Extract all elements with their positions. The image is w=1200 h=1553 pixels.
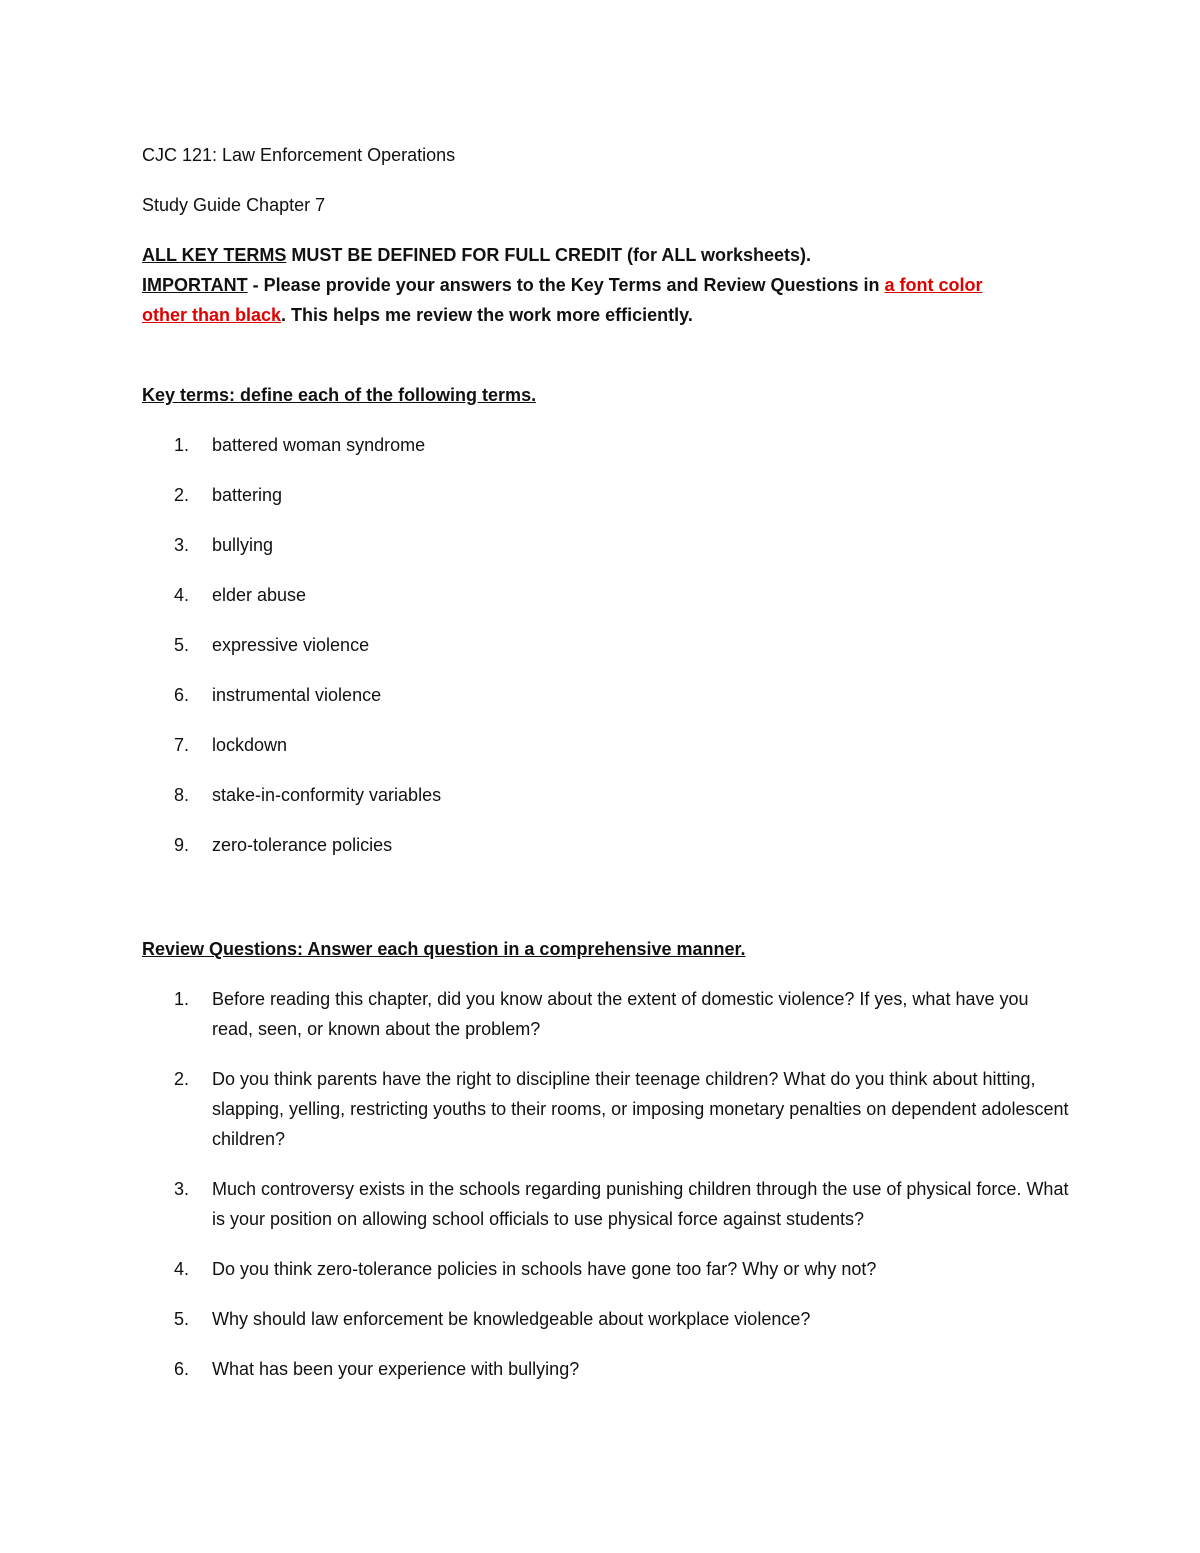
important-instruction (142, 270, 1072, 330)
list-number: 2. (174, 1069, 190, 1089)
list-number: 5. (174, 1309, 190, 1329)
red-emphasis-1: a font color (884, 275, 983, 295)
key-term-item (142, 630, 1072, 660)
review-question-item (142, 1064, 1072, 1154)
list-number: 1. (174, 435, 190, 455)
document-content (142, 140, 1072, 1404)
list-number: 9. (174, 835, 190, 855)
important-label: IMPORTANT (142, 275, 248, 295)
list-number: 2. (174, 485, 190, 505)
key-term-item (142, 830, 1072, 860)
list-number: 4. (174, 1259, 190, 1279)
key-term-item (142, 780, 1072, 810)
important-closing: . This helps me review the work more efficiently. (281, 305, 693, 325)
list-number: 7. (174, 735, 190, 755)
key-term-item (142, 680, 1072, 710)
key-term-text: battering (212, 485, 283, 505)
review-question-text: Much controversy exists in the schools regarding punishing children through the use of physical force. What is your position on allowing school officials to use physical force against students? (212, 1179, 1069, 1229)
key-term-text: expressive violence (212, 635, 370, 655)
key-term-text: battered woman syndrome (212, 435, 426, 455)
review-questions-list (142, 984, 1072, 1384)
review-questions-heading: Review Questions: Answer each question in a comprehensive manner. (142, 939, 746, 959)
spacer (142, 880, 1072, 934)
list-number: 5. (174, 635, 190, 655)
key-terms-list (142, 430, 1072, 860)
list-number: 6. (174, 1359, 190, 1379)
key-term-item (142, 480, 1072, 510)
review-question-item (142, 1174, 1072, 1234)
review-question-item (142, 1354, 1072, 1384)
key-term-item (142, 530, 1072, 560)
key-term-item (142, 580, 1072, 610)
key-terms-heading: Key terms: define each of the following terms. (142, 385, 537, 405)
list-number: 4. (174, 585, 190, 605)
course-title: CJC 121: Law Enforcement Operations (142, 145, 456, 165)
key-term-text: zero-tolerance policies (212, 835, 393, 855)
key-term-text: elder abuse (212, 585, 307, 605)
review-question-item (142, 1254, 1072, 1284)
key-terms-requirement-rest: MUST BE DEFINED FOR FULL CREDIT (for ALL worksheets). (286, 245, 812, 265)
key-terms-requirement (142, 240, 1072, 270)
list-number: 1. (174, 989, 190, 1009)
review-question-text: Do you think parents have the right to discipline their teenage children? What do you think about hitting, slapping, yelling, restricting youths to their rooms, or imposing monetary penalties on dependent adolescent children? (212, 1069, 1069, 1149)
review-question-text: Why should law enforcement be knowledgeable about workplace violence? (212, 1309, 811, 1329)
key-term-text: bullying (212, 535, 274, 555)
key-term-item (142, 730, 1072, 760)
list-number: 6. (174, 685, 190, 705)
review-question-text: Before reading this chapter, did you know about the extent of domestic violence? If yes, what have you read, seen, or known about the problem? (212, 989, 1029, 1039)
key-terms-requirement-underlined: ALL KEY TERMS (142, 245, 287, 265)
spacer (142, 330, 1072, 380)
key-term-text: instrumental violence (212, 685, 382, 705)
list-number: 8. (174, 785, 190, 805)
red-emphasis-2: other than black (142, 305, 282, 325)
key-term-text: stake-in-conformity variables (212, 785, 442, 805)
guide-title: Study Guide Chapter 7 (142, 195, 326, 215)
review-question-text: Do you think zero-tolerance policies in schools have gone too far? Why or why not? (212, 1259, 877, 1279)
review-question-item (142, 984, 1072, 1044)
review-question-item (142, 1304, 1072, 1334)
key-term-text: lockdown (212, 735, 288, 755)
list-number: 3. (174, 1179, 190, 1199)
review-question-text: What has been your experience with bullying? (212, 1359, 580, 1379)
list-number: 3. (174, 535, 190, 555)
key-term-item (142, 430, 1072, 460)
important-text: - Please provide your answers to the Key Terms and Review Questions in (247, 275, 885, 295)
